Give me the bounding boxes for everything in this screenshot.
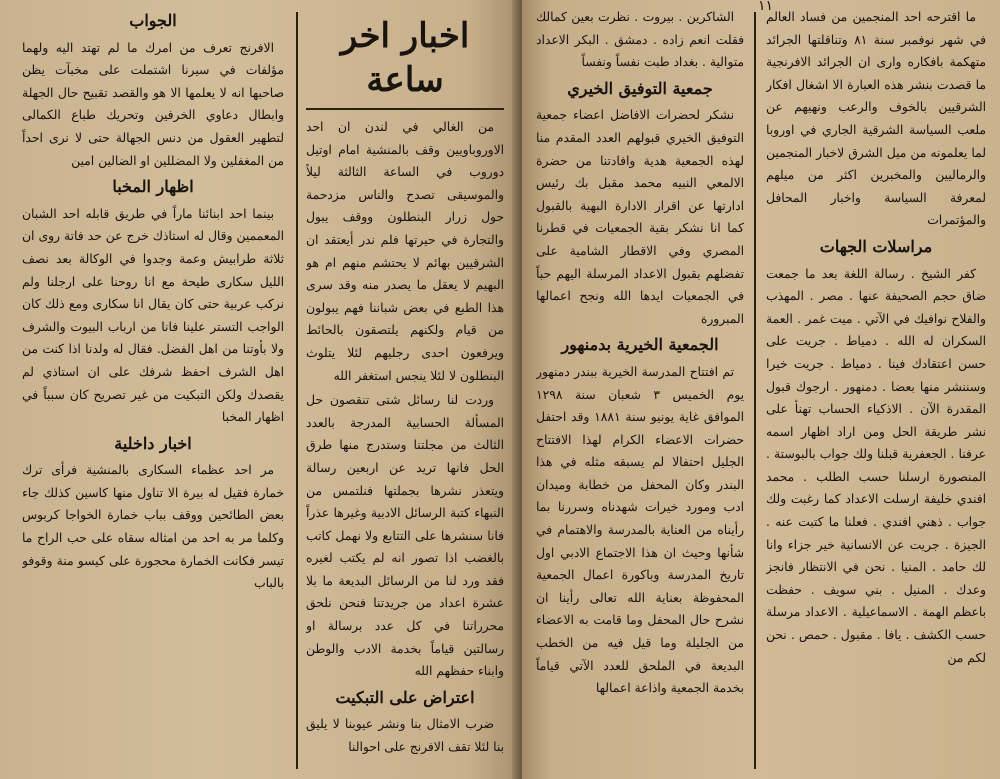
- article-paragraph: الافرنج تعرف من امرك ما لم تهتد اليه ولهما مؤلفات في سيرنا اشتملت على مخبآت يظن صاحبها انه لا يعلمها الا هو والقصد تقبيح حال الجهلة وابطال دعاوي الخرفين وتحريك طباع الكمالى لتطهير العقول من دنس الجهالة حتى لا نرى احداً من المغفلين ولا المضللين او الضالين امين: [22, 40, 284, 168]
- section-heading-internal-news: اخبار داخلية: [114, 433, 192, 453]
- left-page-inner-column: [306, 6, 504, 773]
- right-page-outer-column: [766, 6, 986, 773]
- article-paragraph: مر احد عظماء السكارى بالمنشية فرأى ترك خمارة فقيل له بيرة الا تناول منها كاسين كذلك جاء بعض الطائحين ووقف بباب خمارة الخواجا كربوس وكلما مر به احد من امثاله سقاه على حب الراح ما تيسر فكانت الخمارة محجورة على كيسو منة وقوفو بالباب: [22, 463, 284, 591]
- section-heading-answer: الجواب: [129, 11, 177, 30]
- column-divider: [754, 12, 756, 769]
- article-paragraph: كفر الشيخ . رسالة اللغة بعد ما جمعت ضاق حجم الصحيفة عنها . مصر . المهذب والفلاح نوافيك في الآتي . ميت غمر . العمة السكران له الله . دمياط . جريت على حسن اعتقادك فينا . دمياط . جريت خيرا وسننشر منها بعضا . دمنهور . ارجوك قبول المقدرة الآن . الاذكياء الحساب تهنأ على نشر طريقة الحل ومن اراد اظهار اسمه عرفنا . الجعفرية قبلنا ولك جواب بالبوستة . المنصورة ارسلنا حسب الطلب . محمد افندي خليفة ارسلت الاعداد كما رغبت ولك جواب . ذهني افندي . فعلنا ما كتبت عنه . الجيزة . جريت عن الانسانية خير جزاء وانا لك حامد . المنيا . نحن في الانتظار فانجز وعدك . المنيل . بني سويف . حفظت باعظم الهمة . الاسماعيلية . الاعداد مرسلة حسب الكشف . يافا . مقبول . حمص . نحن لكم من: [766, 266, 986, 665]
- article-paragraph: ضرب الامثال بنا ونشر عيوبنا لا يليق بنا لئلا تقف الافرنج على احوالنا: [306, 717, 504, 755]
- article-paragraph: تم افتتاح المدرسة الخيرية ببندر دمنهور يوم الخميس ٣ شعبان سنة ١٢٩٨ الموافق غاية يونيو سنة ١٨٨١ وقد احتفل حضرات الاعضاء الكرام لهذا الافتتاح الجليل احتفالا لم يسبقه مثله في هذا البندر وكان المحفل من خطابة وميدان ادب ومورد خيرات شهدناه وسررنا بما رأيناه من العناية بالمدرسة والاهتمام في شأنها وحيث ان هذا الاجتماع الادبي اول تاريخ المدرسة وباكورة اعمال الجمعية المحفوظة بعناية الله تعالى رأينا ان نشرح حال المحفل وما قامت به الاعضاء من الجليلة وما قيل فيه من الخطب البديعة في الملحق للعدد الآتي قياماً بخدمة الجمعية واذاعة اعمالها: [536, 364, 744, 696]
- right-page-inner-column: [536, 6, 744, 773]
- section-heading-correspondence: مراسلات الجهات: [819, 236, 933, 256]
- article-paragraph: من الغالي في لندن ان احد الاوروباويين وقف بالمنشية امام اوتيل دوروب في الساعة الثالثة ليلاً والموسيقى تصدح والناس مزدحمة حول زرار البنطلون ووقف يبول والتجارة في حيرتها فلم ندر أيعتقد ان الشرقيين بهائم لا يحتشم منهم ام هو البهيم لا يعقل ما يصدر منه وقد سرى هذا الطبع في بعض شباننا فهم يبولون من قيام ولكنهم يلتصقون بالحائط ويرفعون احدى رجليهم لئلا يتلوث البنطلون لا لئلا ينجس استغفر الله: [306, 120, 504, 383]
- section-heading-objection: اعتراض على التبكيت: [335, 687, 475, 707]
- column-divider: [296, 12, 298, 769]
- section-heading-damanhur-society: الجمعية الخيرية بدمنهور: [561, 335, 719, 355]
- section-heading-tawfiq-society: جمعية التوفيق الخيري: [567, 78, 713, 98]
- section-heading-revealing: اظهار المخبا: [112, 177, 194, 197]
- page-number: ١١: [758, 0, 774, 14]
- left-page-outer-column: [22, 6, 284, 773]
- article-paragraph: ما اقترحه احد المنجمين من فساد العالم في شهر نوفمبر سنة ٨١ وتناقلتها الجرائد متهكمة بافكاره وارى ان الجرائد الافرنجية ما قصدت بنشر هذه العبارة الا اشغال افكار الشرقيين بالخوف والرعب ونهيهم عن ملعب السياسة الشرقية الجاري في اوروبا لما يعلمونه من ميل الشرق لاخبار المنجمين والرماليين والمخبرين اكثر من ميلهم لمعرفة السياسة واخبار المحافل والمؤتمرات: [766, 10, 986, 228]
- article-paragraph: الشاكرين . بيروت . نظرت بعين كمالك فقلت انعم زاده . دمشق . البكر الاعداد متوالية . بغداد طبت نفساً ونفساً: [536, 10, 744, 70]
- article-paragraph: وردت لنا رسائل شتى تنقصون حل المسألة الحسابية المدرجة بالعدد الثالث من مجلتنا وستدرج منها طرق الحل فانها تريد عن اربعين رسالة ويتعذر نشرها بجملتها فنلتمس من النبهاء كتبة الرسائل الادبية وغيرها عذراً فانا سنشرها على التتابع ولا نهمل كاتب بالغضب اذا تصور انه لم يكتب لغيره فقد ورد لنا من الرسائل البديعة ما بلا عشرة اعداد من جريدتنا فنحن نلحق محرراتنا في كل عدد برسالة او رسالتين قياماً بخدمة الادب والوطن وابناء حفظهم الله: [306, 393, 504, 679]
- article-paragraph: نشكر لحضرات الافاضل اعضاء جمعية التوفيق الخيري قبولهم العدد المقدم منا لهذه الجمعية هدية وافادتنا من حضرة الالمعي النبيه محمد مقبل بك رئيس ادارتها عن اقرار الادارة البهية بالقبول كما انا نشكر بقية الجمعيات في قطرنا المصري وفي الاقطار الشامية على تفضلهم بقبول الاعداد المرسلة اليهم حباً في الجمعيات ايدها الله ونجح اعمالها المبرورة: [536, 108, 744, 326]
- article-paragraph: بينما احد ابنائنا ماراً في طريق قابله احد الشبان المعممين وقال له استاذك خرج عن حد فاتة روى ان ثلاثة طرابيش وعمة وجدوا في الوكالة بعد نصف الليل سكارى طيحة مع انا روحنا على ارجلنا ولم نركب عربية حتى كان يقال انا سكارى ومع ذلك كان الواجب التستر علينا فانا من ارباب البيوت والشرف ولا بأوتنا من اهل الفضل. فقال له ولدنا اذا كنت من اهل الشرف احفظ شرفك على ان استاذي لم يقصدك ولكن التبكيت من غير تصريح كان سبباً في اظهار المخبا: [22, 206, 284, 425]
- masthead-latest-news: اخبار اخر ساعة: [306, 14, 504, 110]
- right-page: [522, 0, 1000, 779]
